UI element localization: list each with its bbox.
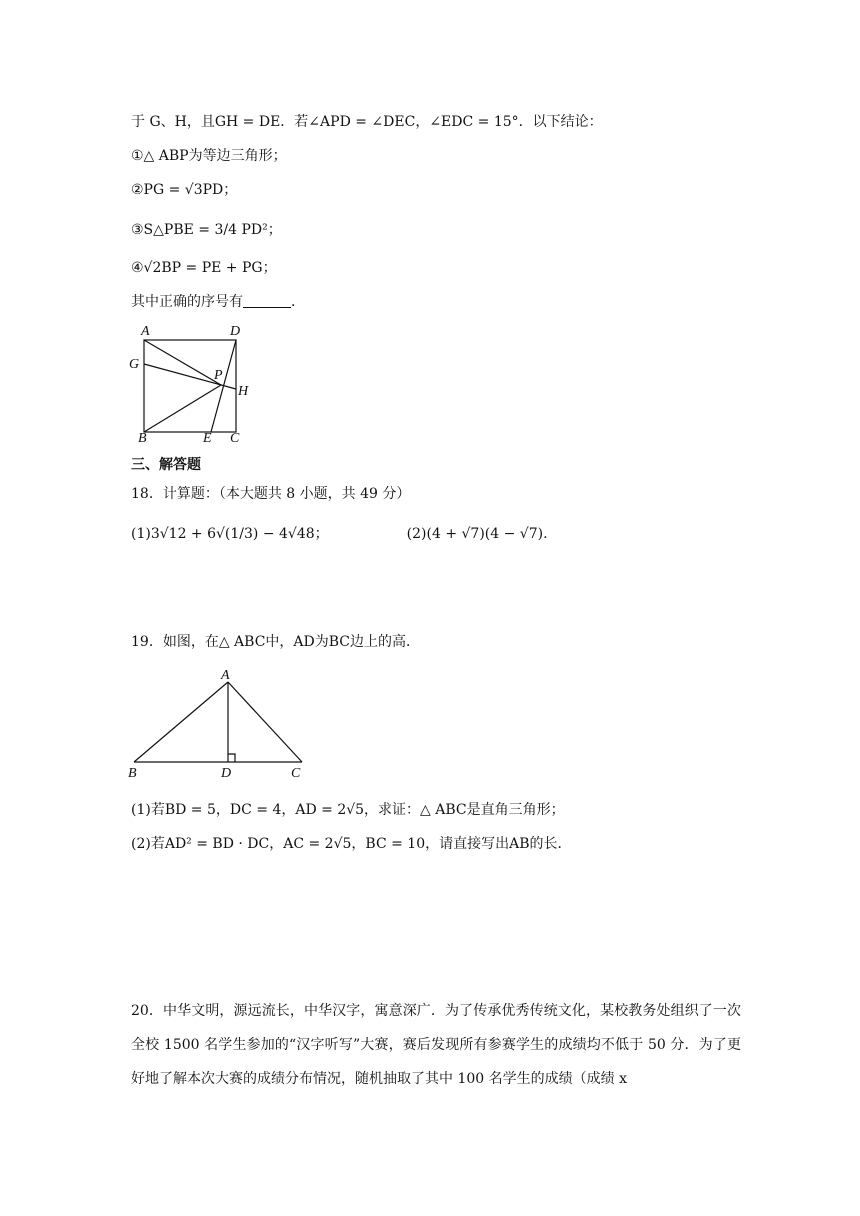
q19-stem: 19．如图，在△ ABC中，AD为BC边上的高． [131, 634, 420, 650]
q17-intro: 于 G、H，且GH = DE．若∠APD = ∠DEC，∠EDC = 15°．以下结论： [131, 114, 603, 130]
q17-question [131, 292, 305, 312]
label-D: D [230, 324, 241, 339]
label-B: B [138, 431, 147, 446]
label-A: A [141, 324, 150, 339]
section-title: 三、解答题 [131, 457, 201, 473]
q18-stem: 18．计算题：（本大题共 8 小题，共 49 分） [131, 486, 411, 502]
square-abcd [144, 340, 236, 432]
label-H: H [238, 384, 249, 399]
q19-part-1: (1)若BD = 5，DC = 4，AD = 2√5，求证：△ ABC是直角三角形； [131, 802, 565, 818]
label-C: C [291, 766, 301, 781]
segment-de [211, 340, 236, 432]
label-P: P [214, 368, 223, 383]
segment-ac [228, 682, 302, 762]
label-A: A [221, 668, 230, 683]
segment-bp [144, 385, 221, 432]
q20-text: 20．中华文明，源远流长，中华汉字，寓意深广．为了传承优秀传统文化，某校教务处组织了一次全校 1500 名学生参加的“汉字听写”大赛，赛后发现所有参赛学生的成绩均不低于 50 分．为了更好地了解本次大赛的成绩分布情况，随机抽取了其中 100 名学生的成绩（成绩 x [131, 1003, 741, 1087]
label-E: E [203, 431, 212, 446]
q18-part-1: (1)3√12 + 6√(1/3) − 4√48； [131, 526, 329, 542]
q17-square-figure [124, 318, 264, 450]
q18-parts [131, 524, 548, 544]
q17-question-suffix: ． [291, 294, 305, 310]
q17-conclusion-4: ④√2BP = PE + PG； [131, 260, 277, 276]
label-G: G [129, 357, 140, 372]
q18-part-2: (2)(4 + √7)(4 − √7). [406, 526, 548, 542]
q17-conclusion-3: ③S△PBE = 3/4 PD²； [131, 222, 282, 238]
q17-question-prefix: 其中正确的序号有 [131, 294, 243, 310]
q19-part-2: (2)若AD² = BD · DC，AC = 2√5，BC = 10，请直接写出AB的长． [131, 836, 572, 852]
q17-conclusion-2: ②PG = √3PD； [131, 182, 238, 198]
q19-triangle-figure [124, 664, 314, 782]
label-B: B [128, 766, 137, 781]
label-D: D [221, 766, 232, 781]
right-angle-mark [228, 754, 235, 762]
q17-conclusion-1: ①△ ABP为等边三角形； [131, 148, 287, 164]
segment-ap [144, 340, 221, 385]
answer-blank[interactable] [243, 293, 291, 308]
label-C: C [230, 431, 240, 446]
segment-ab [134, 682, 228, 762]
